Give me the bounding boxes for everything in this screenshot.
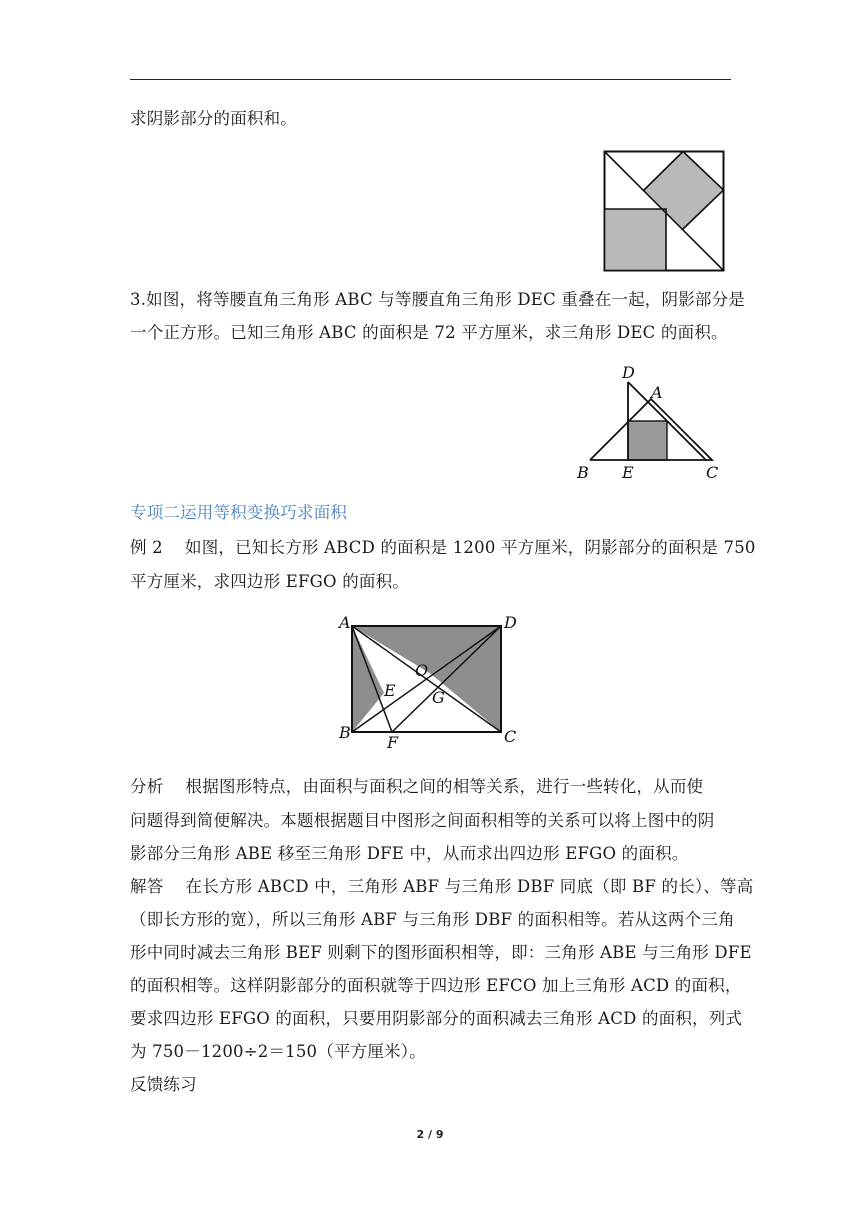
figure-square <box>603 150 725 272</box>
text-line: 平方厘米，求四边形 EFGO 的面积。 <box>130 572 409 591</box>
label-E: E <box>384 681 396 700</box>
text-line: 反馈练习 <box>130 1075 197 1094</box>
text-line: 影部分三角形 ABE 移至三角形 DFE 中，从而求出四边形 EFGO 的面积。 <box>130 844 689 863</box>
label-A: A <box>339 613 351 632</box>
text-line: （即长方形的宽），所以三角形 ABF 与三角形 DBF 的面积相等。若从这两个三角 <box>130 910 735 929</box>
figure-rectangle <box>332 610 532 750</box>
text-line: 形中同时减去三角形 BEF 则剩下的图形面积相等，即：三角形 ABE 与三角形 DFE <box>130 943 752 962</box>
shaded-square <box>606 209 666 269</box>
text-line: 为 750－1200÷2＝150（平方厘米）。 <box>130 1042 426 1061</box>
label-O: O <box>415 661 429 680</box>
section-heading: 专项二运用等积变换巧求面积 <box>130 503 348 522</box>
label-C: C <box>504 727 517 746</box>
label-D: D <box>622 363 635 382</box>
label-A: A <box>651 383 663 402</box>
label-E: E <box>622 463 634 482</box>
label-B: B <box>577 463 589 482</box>
label-F: F <box>387 733 399 750</box>
text-line: 解答 在长方形 ABCD 中，三角形 ABF 与三角形 DBF 同底（即 BF 的长）、等高 <box>130 877 754 896</box>
label-C: C <box>706 463 719 482</box>
text-line: 例 2 如图，已知长方形 ABCD 的面积是 1200 平方厘米，阴影部分的面积是 750 <box>130 538 756 557</box>
text-line: 3.如图，将等腰直角三角形 ABC 与等腰直角三角形 DEC 重叠在一起，阴影部分是 <box>130 290 745 309</box>
shaded-square <box>628 421 667 460</box>
figure-triangles <box>572 360 732 484</box>
text-line: 要求四边形 EFGO 的面积，只要用阴影部分的面积减去三角形 ACD 的面积，列式 <box>130 1009 743 1028</box>
text-line: 一个正方形。已知三角形 ABC 的面积是 72 平方厘米，求三角形 DEC 的面积。 <box>130 323 728 342</box>
text-line: 求阴影部分的面积和。 <box>130 109 297 128</box>
page-number: 2 / 9 <box>416 1128 444 1141</box>
label-D: D <box>504 613 517 632</box>
text-line: 的面积相等。这样阴影部分的面积就等于四边形 EFCO 加上三角形 ACD 的面积， <box>130 976 742 995</box>
header-rule <box>130 79 731 80</box>
text-line: 分析 根据图形特点，由面积与面积之间的相等关系，进行一些转化，从而使 <box>130 777 704 796</box>
label-B: B <box>339 723 351 742</box>
text-line: 问题得到简便解决。本题根据题目中图形之间面积相等的关系可以将上图中的阴 <box>130 811 715 830</box>
label-G: G <box>432 688 445 707</box>
